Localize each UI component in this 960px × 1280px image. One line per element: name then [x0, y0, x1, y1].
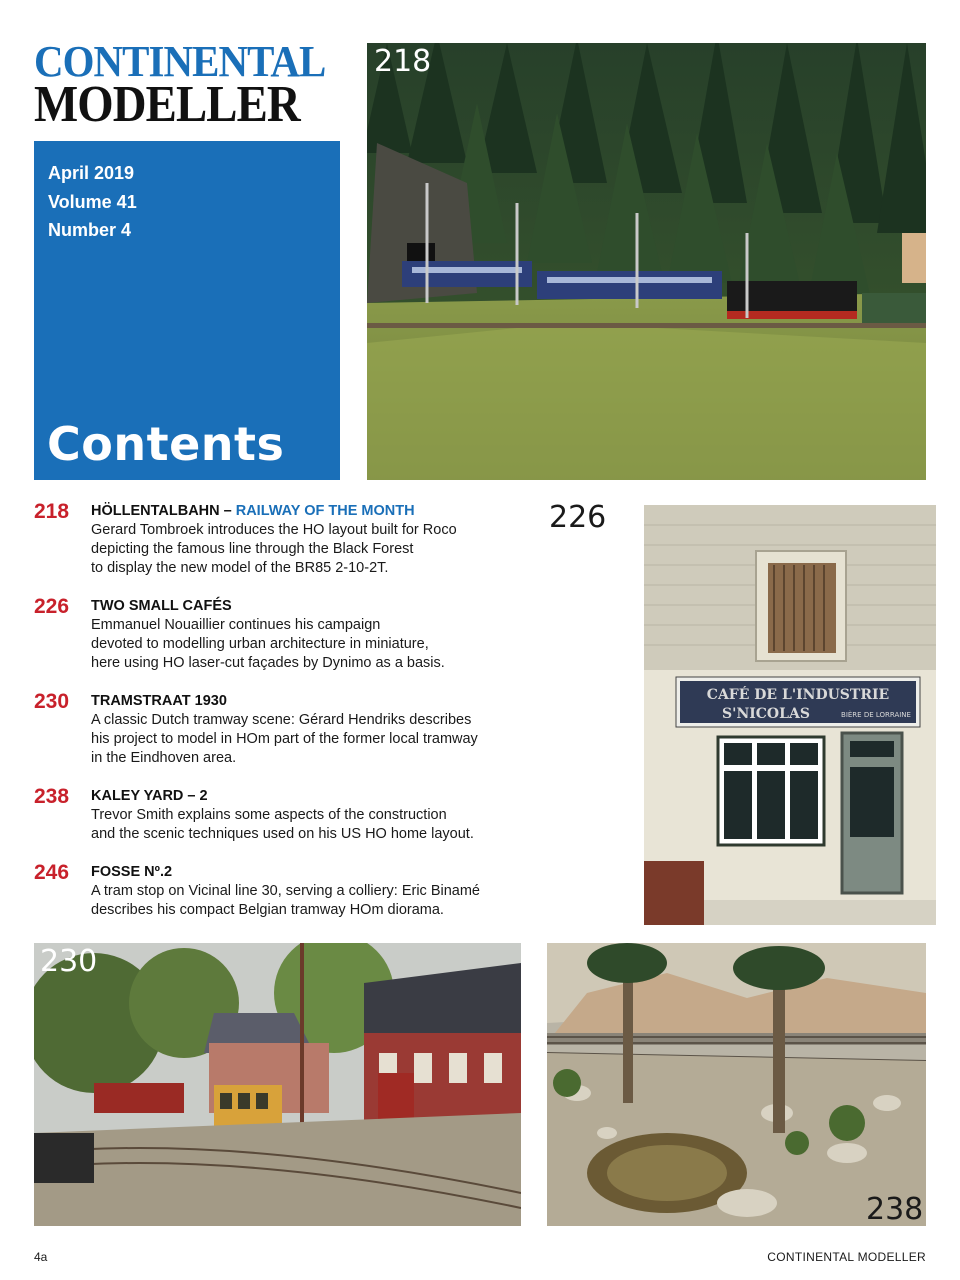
entry-page-number: 226 — [34, 595, 70, 618]
entry-description: his project to model in HOm part of the former local tramway — [91, 731, 478, 747]
cafe-sign-line1: CAFÉ DE L'INDUSTRIE — [706, 687, 890, 703]
masthead-logo — [34, 37, 340, 133]
cafe-sign-line2: S'NICOLAS — [722, 706, 810, 722]
entry-description: describes his compact Belgian tramway HOm diorama. — [91, 902, 444, 918]
footer-publication: CONTINENTAL MODELLER — [767, 1250, 926, 1264]
entry-feature-tag: RAILWAY OF THE MONTH — [235, 503, 415, 519]
entry-page-number: 230 — [34, 690, 70, 713]
entry-description: Trevor Smith explains some aspects of the construction — [91, 807, 447, 823]
entry-title — [91, 502, 531, 521]
entry-description: Emmanuel Nouaillier continues his campaign — [91, 617, 381, 633]
entry-page-number: 218 — [34, 500, 70, 523]
entry-title-separator: – — [219, 503, 236, 519]
photo-226 — [644, 505, 936, 925]
photo-218-number: 218 — [374, 44, 432, 79]
issue-meta — [48, 159, 137, 245]
entry-title: FOSSE Nº.2 — [91, 864, 173, 880]
masthead-line2: MODELLER — [34, 76, 300, 133]
photo-218 — [367, 43, 926, 480]
entry-description: Gerard Tombroek introduces the HO layout built for Roco — [91, 522, 457, 538]
entry-title: KALEY YARD – 2 — [91, 788, 208, 804]
entry-page-number: 246 — [34, 861, 70, 884]
issue-date: April 2019 — [48, 163, 135, 183]
entry-title: TWO SMALL CAFÉS — [91, 598, 232, 614]
entry-description: devoted to modelling urban architecture in miniature, — [91, 636, 429, 652]
entry-title: TRAMSTRAAT 1930 — [91, 693, 227, 709]
entry-title-text: HÖLLENTALBAHN — [91, 503, 220, 519]
footer-page-number: 4a — [34, 1250, 48, 1264]
entry-description: to display the new model of the BR85 2-10-2T. — [91, 560, 389, 576]
entry-description: and the scenic techniques used on his US HO home layout. — [91, 826, 474, 842]
issue-number: Number 4 — [48, 220, 132, 240]
photo-230 — [34, 943, 521, 1226]
photo-238 — [547, 943, 926, 1226]
entry-description: A tram stop on Vicinal line 30, serving a colliery: Eric Binamé — [91, 883, 480, 899]
photo-230-number: 230 — [40, 944, 98, 979]
photo-226-number: 226 — [549, 500, 607, 535]
contents-heading: Contents — [47, 417, 285, 471]
entry-page-number: 238 — [34, 785, 70, 808]
entry-description: in the Eindhoven area. — [91, 750, 237, 766]
masthead-line1: CONTINENTAL — [34, 37, 326, 86]
issue-volume: Volume 41 — [48, 191, 137, 212]
cafe-sign-line3: BIÈRE DE LORRAINE — [841, 711, 911, 719]
entry-description: here using HO laser-cut façades by Dynimo as a basis. — [91, 655, 445, 671]
entry-description: depicting the famous line through the Black Forest — [91, 541, 414, 557]
photo-238-number: 238 — [866, 1192, 924, 1227]
entry-description: A classic Dutch tramway scene: Gérard Hendriks describes — [91, 712, 472, 728]
